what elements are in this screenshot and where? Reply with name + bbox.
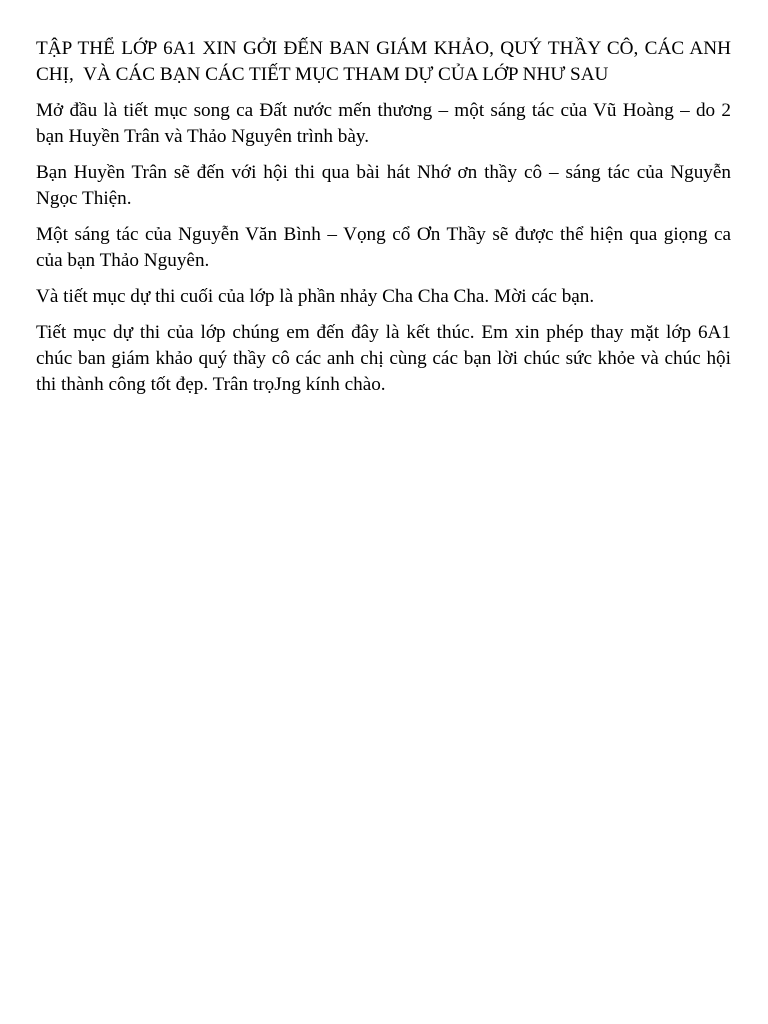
heading-paragraph: TẬP THỂ LỚP 6A1 XIN GỞI ĐẾN BAN GIÁM KHẢO, QUÝ THẦY CÔ, CÁC ANH CHỊ, VÀ CÁC BẠN CÁC TIẾT MỤC THAM DỰ CỦA LỚP NHƯ SAU xyxy=(36,38,736,85)
paragraph-dance: Và tiết mục dự thi cuối của lớp là phần nhảy Cha Cha Cha. Mời các bạn. xyxy=(36,286,595,307)
paragraph-vong-co: Một sáng tác của Nguyễn Văn Bình – Vọng cổ Ơn Thầy sẽ được thể hiện qua giọng ca của bạn Thảo Nguyên. xyxy=(36,224,736,271)
paragraph-opening-duet: Mở đầu là tiết mục song ca Đất nước mến thương – một sáng tác của Vũ Hoàng – do 2 bạn Huyền Trân và Thảo Nguyên trình bày. xyxy=(36,100,736,147)
paragraph-huyen-tran-song: Bạn Huyền Trân sẽ đến với hội thi qua bài hát Nhớ ơn thầy cô – sáng tác của Nguyễn Ngọc Thiện. xyxy=(36,162,736,209)
paragraph-closing: Tiết mục dự thi của lớp chúng em đến đây là kết thúc. Em xin phép thay mặt lớp 6A1 chúc ban giám khảo quý thầy cô các anh chị cùng các bạn lời chúc sức khỏe và chúc hội thi thành công tốt đẹp. Trân trọJng kính chào. xyxy=(36,322,736,395)
document-page xyxy=(36,36,736,408)
